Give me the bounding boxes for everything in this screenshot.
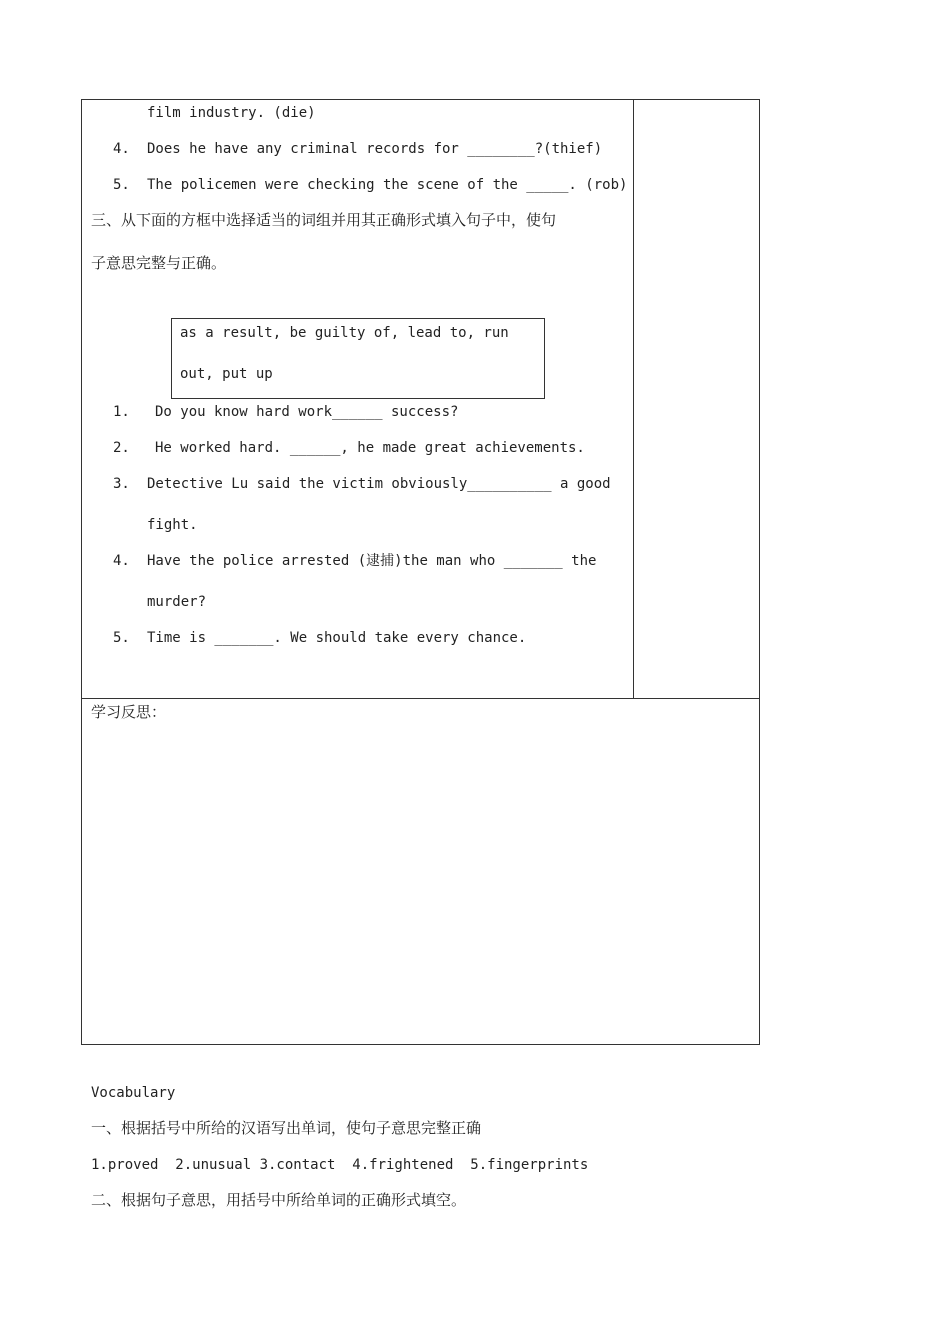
exercise-sentence: Do you know hard work______ success?: [155, 404, 459, 420]
table-column-divider: [633, 99, 634, 698]
exercise-number: 4.: [113, 553, 130, 569]
exercise-sentence: The policemen were checking the scene of the _____. (rob): [147, 177, 628, 193]
exercise-sentence-continuation: murder?: [147, 594, 207, 610]
word-bank-line: as a result, be guilty of, lead to, run: [180, 325, 509, 341]
exercise-sentence: Detective Lu said the victim obviously__________ a good: [147, 476, 611, 492]
exercise-number: 3.: [113, 476, 130, 492]
exercise-sentence: [147, 552, 596, 570]
exercise-sentence: Time is _______. We should take every chance.: [147, 630, 527, 646]
exercise-number: 2.: [113, 440, 130, 456]
word-bank-line: out, put up: [180, 366, 273, 382]
answer-section-heading: 二、根据句子意思，用括号中所给单词的正确形式填空。: [91, 1191, 467, 1209]
exercise-sentence: He worked hard. ______, he made great achievements.: [155, 440, 585, 456]
answer-key-line: 1.proved 2.unusual 3.contact 4.frightened 5.fingerprints: [91, 1157, 589, 1173]
sentence-chinese-hint: 逮捕: [366, 553, 395, 569]
answer-section-heading: 一、根据括号中所给的汉语写出单词，使句子意思完整正确: [91, 1119, 482, 1137]
worksheet-table: [81, 99, 760, 1045]
exercise-number: 1.: [113, 404, 130, 420]
vocabulary-title: Vocabulary: [91, 1085, 176, 1101]
section-heading: 三、从下面的方框中选择适当的词组并用其正确形式填入句子中，使句: [91, 211, 557, 229]
table-row-divider: [81, 698, 760, 699]
exercise-sentence: Does he have any criminal records for ________?(thief): [147, 141, 603, 157]
section-heading-continuation: 子意思完整与正确。: [91, 254, 227, 272]
exercise-number: 5.: [113, 177, 130, 193]
exercise-number: 5.: [113, 630, 130, 646]
exercise-sentence-continuation: fight.: [147, 517, 198, 533]
sentence-part: )the man who _______ the: [394, 553, 597, 569]
reflection-label: 学习反思：: [91, 703, 167, 721]
exercise-line-continuation: film industry. (die): [147, 105, 316, 121]
exercise-number: 4.: [113, 141, 130, 157]
sentence-part: Have the police arrested (: [147, 553, 367, 569]
